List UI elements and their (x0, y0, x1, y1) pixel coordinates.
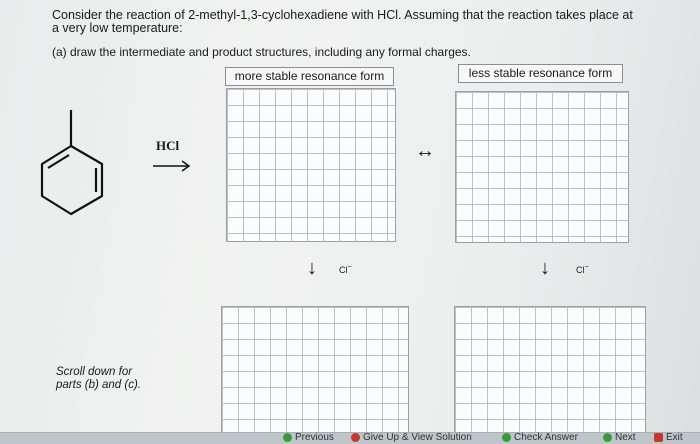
exit-button[interactable] (654, 432, 700, 443)
scroll-note-line-1: Scroll down for (56, 366, 133, 378)
check-label: Check Answer (514, 432, 578, 443)
chloride-right (576, 262, 589, 275)
down-arrow-right: ↓ (540, 257, 550, 279)
reaction-arrow (152, 160, 192, 172)
give-up-icon (351, 433, 360, 442)
give-up-button[interactable] (351, 432, 486, 443)
chloride-symbol: Cl (576, 265, 585, 275)
chloride-charge: − (347, 262, 352, 271)
drawing-grid-more-stable[interactable] (226, 88, 396, 242)
drawing-grid-product-right[interactable] (454, 306, 646, 434)
more-stable-label: more stable resonance form (225, 67, 394, 86)
previous-label: Previous (295, 432, 334, 443)
check-answer-button[interactable] (502, 432, 598, 443)
drawing-grid-product-left[interactable] (221, 306, 409, 434)
exit-icon (654, 433, 663, 442)
scroll-note-line-2: parts (b) and (c). (56, 379, 141, 391)
down-arrow-left: ↓ (307, 257, 317, 279)
drawing-grid-less-stable[interactable] (455, 91, 629, 243)
previous-button[interactable] (283, 432, 334, 443)
chloride-symbol: Cl (339, 265, 348, 275)
resonance-arrow: ↔ (415, 140, 435, 162)
question-line-2: a very low temperature: (52, 21, 183, 35)
chloride-charge: − (584, 262, 589, 271)
give-up-label: Give Up & View Solution (363, 432, 472, 443)
check-icon (502, 433, 511, 442)
exit-label: Exit (666, 432, 683, 443)
previous-icon (283, 433, 292, 442)
scroll-note (56, 366, 141, 392)
chloride-left (339, 262, 352, 275)
next-label: Next (615, 432, 636, 443)
starting-material-structure (38, 100, 128, 220)
question-line-1: Consider the reaction of 2-methyl-1,3-cyclohexadiene with HCl. Assuming that the reaction takes place at (52, 8, 633, 22)
reagent-label: HCl (156, 138, 180, 153)
less-stable-label: less stable resonance form (458, 64, 623, 83)
part-a-instruction: (a) draw the intermediate and product structures, including any formal charges. (52, 45, 471, 59)
next-icon (603, 433, 612, 442)
next-button[interactable] (603, 432, 643, 443)
